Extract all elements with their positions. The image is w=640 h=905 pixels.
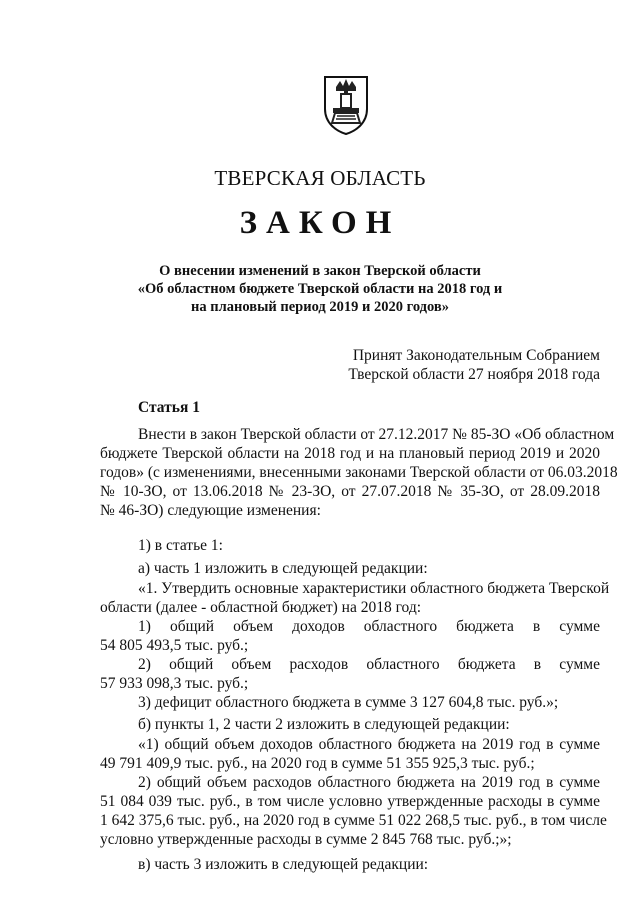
body-line: бюджете Тверской области на 2018 год и на плановый период 2019 и 2020: [100, 445, 600, 462]
body-line: б) пункты 1, 2 части 2 изложить в следующей редакции:: [138, 716, 510, 733]
body-line: 54 805 493,5 тыс. руб.;: [100, 637, 249, 654]
body-line: 1 642 375,6 тыс. руб., на 2020 год в сумме 51 022 268,5 тыс. руб., в том числе: [100, 812, 607, 829]
body-line: 57 933 098,3 тыс. руб.;: [100, 675, 249, 692]
subtitle-line: на плановый период 2019 и 2020 годов»: [191, 299, 449, 315]
body-line: годов» (с изменениями, внесенными законами Тверской области от 06.03.2018: [100, 464, 618, 481]
body-line: 3) дефицит областного бюджета в сумме 3 127 604,8 тыс. руб.»;: [138, 694, 559, 711]
region-name: ТВЕРСКАЯ ОБЛАСТЬ: [214, 166, 426, 190]
body-line: в) часть 3 изложить в следующей редакции:: [138, 856, 429, 873]
adoption-note: [348, 346, 600, 384]
body-line: 2) общий объем расходов областного бюджета на 2019 год в сумме: [138, 774, 600, 791]
body-line: 1) в статье 1:: [138, 537, 223, 554]
body-line: а) часть 1 изложить в следующей редакции:: [138, 560, 428, 577]
law-subtitle: [100, 262, 540, 316]
subtitle-line: «Об областном бюджете Тверской области на 2018 год и: [137, 281, 503, 297]
adoption-line: Принят Законодательным Собранием: [352, 347, 600, 364]
body-line: «1) общий объем доходов областного бюджета на 2019 год в сумме: [138, 736, 600, 753]
body-line: 1) общий объем доходов областного бюджета в сумме: [138, 618, 600, 635]
adoption-line: Тверской области 27 ноября 2018 года: [348, 366, 600, 383]
article-heading: Статья 1: [138, 399, 200, 416]
law-title: ЗАКОН: [239, 205, 401, 241]
body-line: 49 791 409,9 тыс. руб., на 2020 год в сумме 51 355 925,3 тыс. руб.;: [100, 755, 535, 772]
body-line: 2) общий объем расходов областного бюджета в сумме: [138, 656, 600, 673]
body-line: № 10-ЗО, от 13.06.2018 № 23-ЗО, от 27.07.2018 № 35-ЗО, от 28.09.2018: [100, 483, 600, 500]
coat-of-arms-emblem: [322, 73, 370, 135]
body-line: Внести в закон Тверской области от 27.12.2017 № 85-ЗО «Об областном: [138, 426, 615, 443]
body-line: «1. Утвердить основные характеристики областного бюджета Тверской: [138, 580, 610, 597]
subtitle-line: О внесении изменений в закон Тверской области: [159, 263, 481, 279]
body-line: № 46-ЗО) следующие изменения:: [100, 502, 321, 519]
body-line: 51 084 039 тыс. руб., в том числе условно утвержденные расходы в сумме: [100, 793, 600, 810]
body-line: области (далее - областной бюджет) на 2018 год:: [100, 599, 422, 616]
body-line: условно утвержденные расходы в сумме 2 845 768 тыс. руб.;»;: [100, 831, 512, 848]
